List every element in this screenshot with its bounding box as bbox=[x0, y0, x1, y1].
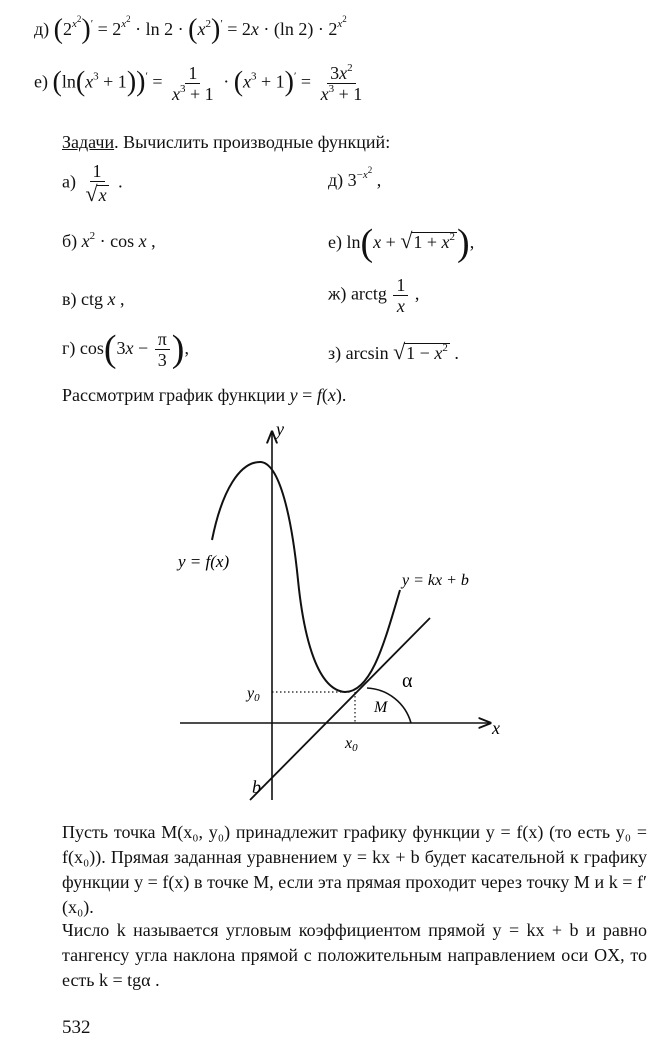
function-graph bbox=[150, 412, 520, 812]
y0-label: y0 bbox=[247, 685, 260, 704]
example-e: е) $(\ln(x^3 + 1))'$ = $\frac{1}{x^3 + 1}$ · $(x^3 + 1)'$ = $\frac{3x^2}{x^3 + 1}$ bbox=[34, 62, 363, 104]
task-z: з) $\arcsin √1 - x^2$ . bbox=[328, 339, 459, 364]
tangent-line bbox=[250, 618, 430, 800]
x0-label: x0 bbox=[345, 735, 358, 754]
graph-intro-text: Рассмотрим график функции bbox=[62, 385, 286, 405]
tasks-title: Задачи bbox=[62, 132, 115, 152]
b-label: b bbox=[252, 777, 261, 797]
y-axis-label: y bbox=[276, 419, 284, 439]
function-curve bbox=[212, 462, 400, 692]
task-g-label: г) bbox=[62, 338, 76, 358]
task-z-label: з) bbox=[328, 343, 342, 363]
x-axis-label: x bbox=[492, 718, 500, 738]
tasks-header bbox=[62, 133, 390, 151]
example-d: д) $(2^{x^2})' = 2^{x^2} \cdot \ln 2 \cdot (x^2)' = 2x \cdot (\ln$ $2) \cdot 2^{x^2}$ bbox=[34, 14, 347, 45]
tasks-subtitle: . Вычислить производные функций: bbox=[114, 132, 391, 152]
curve-label: y = f(x) bbox=[178, 552, 230, 571]
graph-intro: Рассмотрим график функции y = f(x). bbox=[62, 385, 347, 405]
task-a-label: а) bbox=[62, 171, 76, 192]
task-v: в) ctg x , bbox=[62, 289, 125, 309]
point-m-label: M bbox=[374, 699, 388, 716]
page-number: 532 bbox=[62, 1017, 91, 1038]
task-d: д) $3^{-x^2}$ , bbox=[328, 165, 382, 190]
task-g: г) cos(3x − $\frac{\pi}{3}$ ), bbox=[62, 328, 189, 371]
example-d-label: д) bbox=[34, 19, 50, 39]
task-d-label: д) bbox=[328, 170, 344, 190]
task-e-label: е) bbox=[328, 232, 342, 252]
task-b-label: б) bbox=[62, 231, 78, 251]
task-e: е) $\ln(x + √1 + x^2)$, bbox=[328, 222, 475, 264]
task-v-label: в) bbox=[62, 289, 77, 309]
paragraph-tangent-definition: Пусть точка M(x₀, y₀) принадлежит графику функции y = f(x) (то есть y₀ = f(x₀)). Прямая заданная уравнением y = kx + b будет касательной к графику функции y = f(x) в точке M, если эта прямая проходит через точку M и k = f′(x₀). bbox=[62, 822, 647, 917]
example-e-label: е) bbox=[34, 71, 48, 92]
alpha-label: α bbox=[402, 670, 413, 692]
paragraph-slope: Число k называется угловым коэффициентом прямой y = kx + b и равно тангенсу угла наклона прямой с положительным направлением оси OX, то есть k = tgα . bbox=[62, 920, 647, 990]
task-a: а) $\frac{1}{√x}$ . bbox=[62, 161, 123, 206]
task-zh-label: ж) bbox=[328, 283, 347, 304]
tangent-label: y = kx + b bbox=[402, 572, 469, 589]
task-zh: ж) arctg $\frac{1}{x}$ , bbox=[328, 275, 420, 316]
task-b: б) $x^2 \cdot \cos x$ , bbox=[62, 230, 156, 251]
